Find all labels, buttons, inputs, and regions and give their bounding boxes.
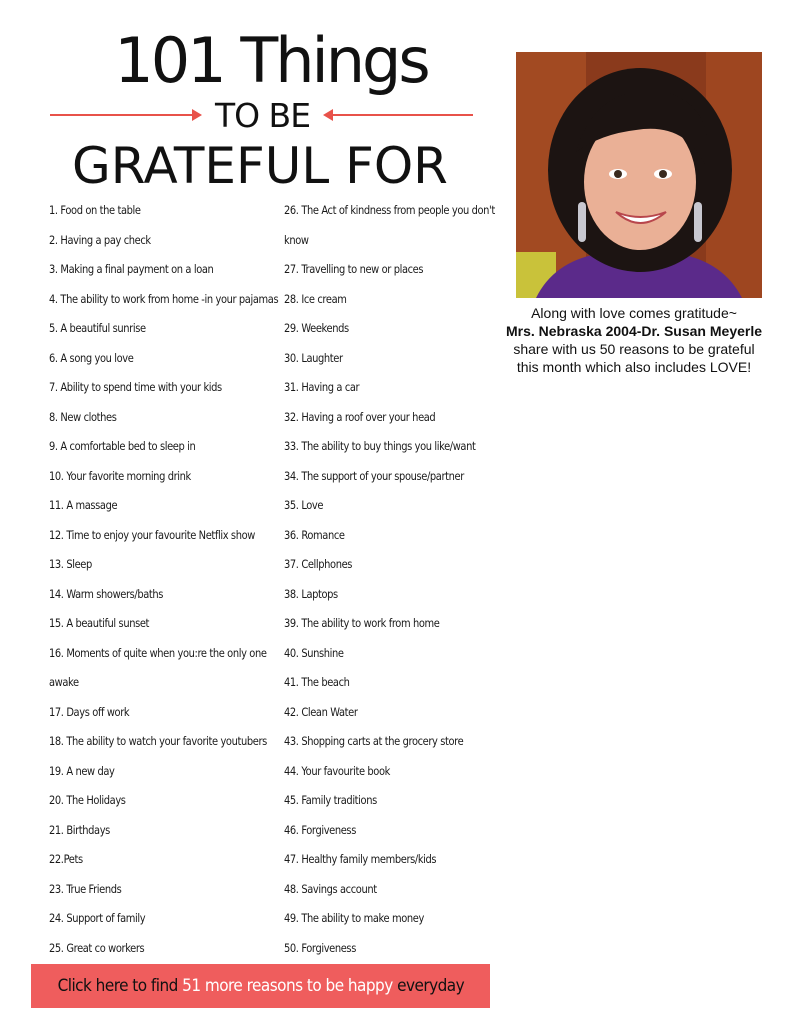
list-item: 17. Days off work (49, 704, 130, 719)
list-item: 37. Cellphones (284, 557, 353, 571)
list-item: 39. The ability to work from home (284, 616, 440, 630)
list-item: 3. Making a final payment on a loan (49, 262, 214, 276)
photo-caption (500, 304, 768, 376)
list-item: 44. Your favourite book (284, 763, 390, 778)
list-item: awake (49, 675, 79, 689)
caption-line-3: share with us 50 reasons to be grateful (513, 341, 755, 357)
list-item: 30. Laughter (284, 350, 343, 365)
list-item: 28. Ice cream (284, 291, 347, 306)
list-item: 24. Support of family (49, 911, 146, 925)
list-item: 33. The ability to buy things you like/want (284, 439, 476, 453)
gratitude-list-left (49, 196, 281, 963)
list-item: 26. The Act of kindness from people you don't (284, 203, 495, 217)
list-item: 38. Laptops (284, 586, 338, 601)
list-item: 9. A comfortable bed to sleep in (49, 439, 196, 453)
arrow-right-icon (50, 114, 200, 116)
list-item: 27. Travelling to new or places (284, 262, 424, 276)
list-item: 22.Pets (49, 852, 83, 866)
list-item: 25. Great co workers (49, 940, 145, 955)
list-item: 18. The ability to watch your favorite youtubers (49, 734, 267, 748)
list-item: 14. Warm showers/baths (49, 586, 164, 601)
list-item: 35. Love (284, 498, 324, 512)
title-grateful-for: GRATEFUL FOR (72, 137, 448, 195)
list-item: 21. Birthdays (49, 822, 110, 837)
arrow-left-icon (325, 114, 473, 116)
list-item: 16. Moments of quite when you:re the only one (49, 645, 267, 660)
list-item: 13. Sleep (49, 557, 92, 571)
list-item: 32. Having a roof over your head (284, 409, 436, 424)
list-item: 23. True Friends (49, 881, 122, 896)
gratitude-list-right (284, 196, 499, 963)
list-item: 41. The beach (284, 675, 350, 689)
cta-text-part-3: everyday (392, 976, 464, 996)
list-item: 2. Having a pay check (49, 232, 151, 247)
list-item: 50. Forgiveness (284, 940, 356, 955)
list-item: 42. Clean Water (284, 704, 358, 719)
list-item: 1. Food on the table (49, 203, 141, 217)
list-item: 7. Ability to spend time with your kids (49, 380, 222, 394)
caption-line-1: Along with love comes gratitude~ (531, 305, 737, 321)
list-item: 5. A beautiful sunrise (49, 321, 146, 335)
list-item: 34. The support of your spouse/partner (284, 468, 464, 483)
title-to-be-row (40, 96, 480, 136)
list-item: 49. The ability to make money (284, 911, 424, 925)
list-item: 11. A massage (49, 498, 118, 512)
list-item: 4. The ability to work from home -in your pajamas (49, 291, 279, 306)
list-item: 45. Family traditions (284, 793, 377, 807)
cta-text-part-1: Click here to find (57, 976, 182, 996)
list-item: 46. Forgiveness (284, 822, 356, 837)
list-item: 47. Healthy family members/kids (284, 852, 437, 866)
list-item: 8. New clothes (49, 409, 117, 424)
cta-text-highlight: 51 more reasons to be happy (181, 976, 393, 996)
list-item: 20. The Holidays (49, 793, 126, 807)
title-to-be: TO BE (214, 96, 311, 135)
list-item: 19. A new day (49, 763, 115, 778)
list-item: 6. A song you love (49, 350, 134, 365)
list-item: 31. Having a car (284, 380, 360, 394)
list-item: 43. Shopping carts at the grocery store (284, 734, 464, 748)
list-item: 10. Your favorite morning drink (49, 468, 191, 483)
caption-name: Mrs. Nebraska 2004-Dr. Susan Meyerle (505, 323, 763, 339)
cta-text[interactable] (57, 976, 464, 996)
portrait-photo (516, 52, 762, 298)
list-item: 12. Time to enjoy your favourite Netflix show (49, 527, 255, 542)
list-item: 29. Weekends (284, 321, 349, 335)
list-item: 48. Savings account (284, 881, 377, 896)
list-item: 15. A beautiful sunset (49, 616, 150, 630)
more-reasons-link-button[interactable] (31, 964, 490, 1008)
caption-line-4: this month which also includes LOVE! (516, 359, 752, 375)
list-item: 36. Romance (284, 527, 345, 542)
list-item: know (284, 232, 309, 247)
title-main: 101 Things (114, 24, 428, 97)
list-item: 40. Sunshine (284, 645, 344, 660)
